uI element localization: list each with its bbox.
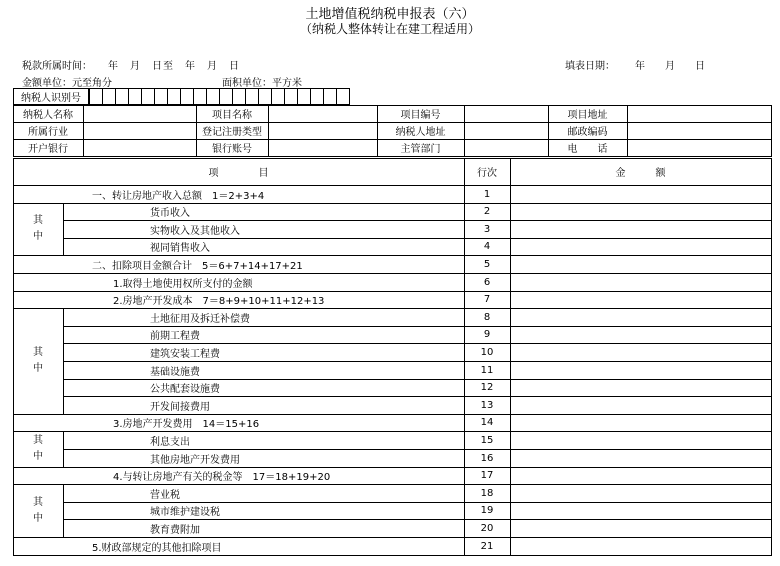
table-row-amount-field[interactable] <box>511 450 771 467</box>
table-row-number: 4 <box>483 241 491 252</box>
table-row-amount-field[interactable] <box>511 485 771 502</box>
table-row-amount-field[interactable] <box>511 256 771 273</box>
info-label: 邮政编码 <box>567 127 608 138</box>
taxpayer-id-digit-box[interactable] <box>219 88 233 105</box>
taxpayer-id-digit-box[interactable] <box>284 88 298 105</box>
table-row-number: 6 <box>483 276 491 288</box>
table-row-number: 5 <box>483 258 491 270</box>
table-row-amount-field[interactable] <box>511 432 771 449</box>
table-row-number: 2 <box>483 206 491 217</box>
table-row-amount-field[interactable] <box>511 221 771 238</box>
taxpayer-id-digit-box[interactable] <box>232 88 246 105</box>
taxpayer-id-digit-box[interactable] <box>336 88 350 105</box>
info-label: 登记注册类型 <box>202 127 262 138</box>
table-row-item: 公共配套设施费 <box>150 384 220 395</box>
grid-line <box>771 105 772 157</box>
grid-line <box>63 431 64 467</box>
info-label: 项目名称 <box>212 110 252 121</box>
table-row-item: 教育费附加 <box>150 524 200 536</box>
info-value-field[interactable] <box>465 123 548 138</box>
table-row-number: 3 <box>483 223 491 235</box>
taxpayer-id-digit-box[interactable] <box>128 88 142 105</box>
taxpayer-id-digit-box[interactable] <box>115 88 129 105</box>
grid-line <box>63 308 64 414</box>
table-row-item: 5.财政部规定的其他扣除项目 <box>92 542 222 554</box>
tax-period-label: 税款所属时间： <box>22 61 92 72</box>
table-row-amount-field[interactable] <box>511 468 771 484</box>
area-unit: 面积单位：平方米 <box>222 78 302 89</box>
info-label: 项目地址 <box>567 110 608 121</box>
header-amount: 金 额 <box>615 168 666 179</box>
table-row-item: 利息支出 <box>150 436 190 448</box>
info-label: 电 话 <box>567 144 608 155</box>
info-label: 银行账号 <box>212 144 252 155</box>
group-label-qizhong: 其 中 <box>33 435 43 462</box>
taxpayer-id-digit-box[interactable] <box>323 88 337 105</box>
grid-line <box>13 555 772 556</box>
table-row-amount-field[interactable] <box>511 520 771 537</box>
table-row-number: 7 <box>483 294 491 305</box>
table-row-number: 18 <box>480 487 494 499</box>
table-row-amount-field[interactable] <box>511 204 771 220</box>
group-label-qizhong: 其 中 <box>33 496 43 524</box>
info-label: 纳税人名称 <box>23 110 73 121</box>
table-row-amount-field[interactable] <box>511 362 771 379</box>
group-label-qizhong: 其 中 <box>33 347 43 374</box>
table-row-amount-field[interactable] <box>511 538 771 555</box>
fill-date-value: 年 月 日 <box>635 61 705 72</box>
taxpayer-id-digit-box[interactable] <box>297 88 311 105</box>
form-subtitle: （纳税人整体转让在建工程适用） <box>299 22 480 36</box>
table-row-number: 10 <box>480 346 494 358</box>
table-row-amount-field[interactable] <box>511 239 771 255</box>
table-row-amount-field[interactable] <box>511 344 771 361</box>
grid-line <box>13 156 772 157</box>
info-value-field[interactable] <box>465 106 548 121</box>
info-label: 主管部门 <box>400 144 441 155</box>
table-row-number: 9 <box>483 329 491 340</box>
info-label: 所属行业 <box>28 127 68 138</box>
table-row-number: 11 <box>480 364 494 376</box>
info-value-field[interactable] <box>628 106 771 121</box>
taxpayer-id-digit-box[interactable] <box>102 88 116 105</box>
info-value-field[interactable] <box>628 140 771 155</box>
taxpayer-id-digit-box[interactable] <box>245 88 259 105</box>
info-label: 纳税人地址 <box>395 127 446 138</box>
table-row-item: 一、转让房地产收入总额 1＝2+3+4 <box>92 190 265 202</box>
grid-line <box>63 484 64 537</box>
taxpayer-id-label: 纳税人识别号 <box>21 93 81 104</box>
info-value-field[interactable] <box>269 106 377 121</box>
taxpayer-id-digit-box[interactable] <box>89 88 103 105</box>
header-row-no: 行次 <box>477 168 497 179</box>
table-row-number: 15 <box>480 434 494 446</box>
info-value-field[interactable] <box>628 123 771 138</box>
taxpayer-id-digit-box[interactable] <box>206 88 220 105</box>
table-row-item: 实物收入及其他收入 <box>150 225 240 237</box>
header-item: 项 目 <box>208 168 269 179</box>
table-row-item: 前期工程费 <box>150 331 200 342</box>
tax-period-value: 年 月 日至 年 月 日 <box>108 61 240 72</box>
table-row-item: 建筑安装工程费 <box>150 348 220 360</box>
taxpayer-id-digit-box[interactable] <box>167 88 181 105</box>
table-row-number: 17 <box>480 470 494 481</box>
table-row-amount-field[interactable] <box>511 415 771 431</box>
table-row-amount-field[interactable] <box>511 503 771 519</box>
grid-line <box>771 158 772 556</box>
taxpayer-id-digit-box[interactable] <box>154 88 168 105</box>
taxpayer-id-digit-box[interactable] <box>180 88 194 105</box>
table-row-amount-field[interactable] <box>511 397 771 414</box>
table-row-item: 土地征用及拆迁补偿费 <box>150 313 250 325</box>
table-row-amount-field[interactable] <box>511 292 771 308</box>
table-row-number: 20 <box>480 522 494 534</box>
table-row-number: 8 <box>483 311 491 323</box>
table-row-item: 2.房地产开发成本 7＝8+9+10+11+12+13 <box>113 296 325 307</box>
table-row-item: 视同销售收入 <box>150 243 210 254</box>
taxpayer-id-digit-box[interactable] <box>310 88 324 105</box>
table-row-number: 14 <box>480 417 494 428</box>
table-row-item: 营业税 <box>150 489 180 501</box>
table-row-item: 其他房地产开发费用 <box>150 454 240 466</box>
taxpayer-id-digit-box[interactable] <box>193 88 207 105</box>
table-row-amount-field[interactable] <box>511 274 771 291</box>
grid-line <box>63 203 64 255</box>
info-value-field[interactable] <box>84 106 196 121</box>
info-value-field[interactable] <box>269 123 377 138</box>
table-row-amount-field[interactable] <box>511 327 771 343</box>
table-row-item: 货币收入 <box>150 208 190 219</box>
info-value-field[interactable] <box>84 123 196 138</box>
table-row-item: 3.房地产开发费用 14＝15+16 <box>113 419 260 430</box>
taxpayer-id-digit-box[interactable] <box>271 88 285 105</box>
table-row-item: 二、扣除项目金额合计 5＝6+7+14+17+21 <box>92 260 303 272</box>
taxpayer-id-label-box <box>13 88 89 105</box>
table-row-number: 16 <box>480 452 494 464</box>
table-row-item: 1.取得土地使用权所支付的金额 <box>113 278 253 290</box>
info-value-field[interactable] <box>465 140 548 155</box>
table-row-number: 13 <box>480 399 494 411</box>
table-row-amount-field[interactable] <box>511 380 771 396</box>
table-row-amount-field[interactable] <box>511 186 771 203</box>
group-label-qizhong: 其 中 <box>33 215 43 242</box>
table-row-number: 21 <box>480 540 494 552</box>
table-row-number: 19 <box>480 505 494 516</box>
info-label: 开户银行 <box>28 144 68 155</box>
taxpayer-id-digit-box[interactable] <box>141 88 155 105</box>
info-value-field[interactable] <box>269 140 377 155</box>
table-row-number: 12 <box>480 382 494 393</box>
table-row-item: 基础设施费 <box>150 366 200 378</box>
table-row-number: 1 <box>483 188 491 200</box>
fill-date-label: 填表日期： <box>565 61 615 72</box>
table-row-item: 4.与转让房地产有关的税金等 17＝18+19+20 <box>113 472 331 483</box>
form-title: 土地增值税纳税申报表（六） <box>305 7 475 22</box>
info-value-field[interactable] <box>84 140 196 155</box>
info-label: 项目编号 <box>400 110 441 121</box>
table-row-item: 城市维护建设税 <box>150 507 220 518</box>
table-row-item: 开发间接费用 <box>150 401 210 413</box>
currency-unit: 金额单位：元至角分 <box>22 78 112 89</box>
taxpayer-id-digit-box[interactable] <box>258 88 272 105</box>
table-row-amount-field[interactable] <box>511 309 771 326</box>
